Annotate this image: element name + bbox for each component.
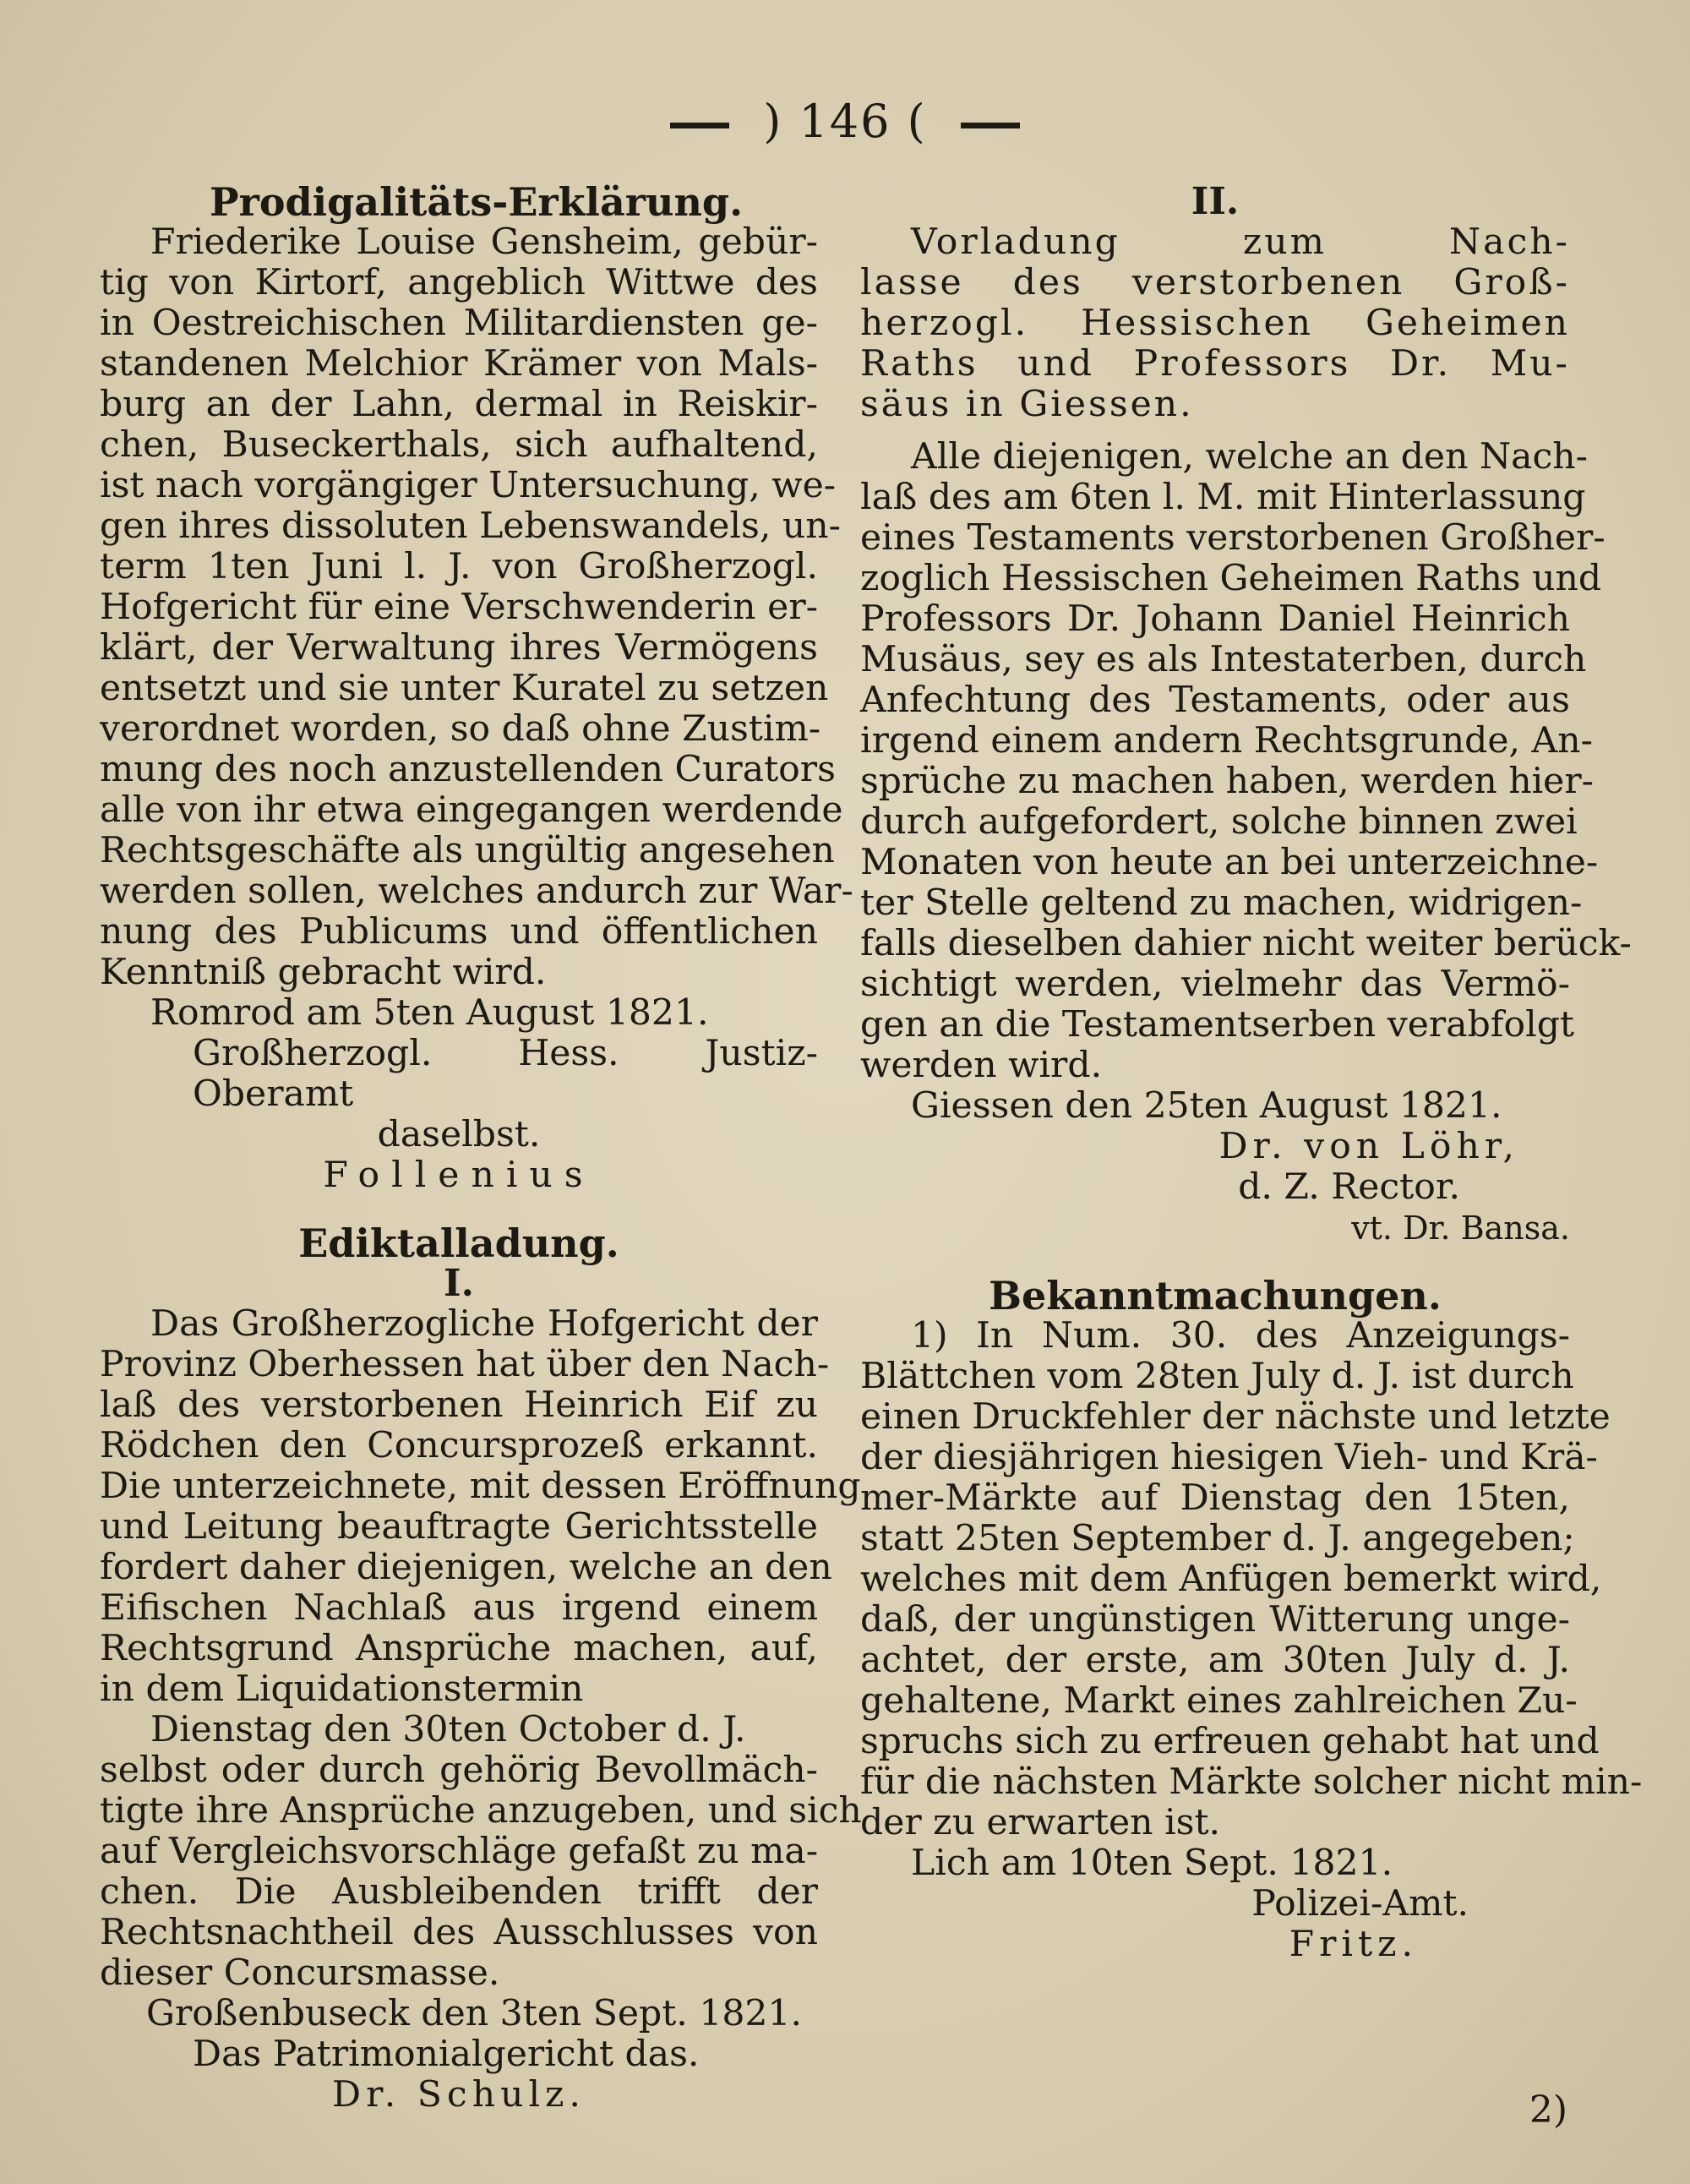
text-line: sichtigt werden, vielmehr das Vermö- xyxy=(860,964,1570,1005)
text-line: irgend einem andern Rechtsgrunde, An- xyxy=(860,720,1593,762)
text-line: Rechtsgeschäfte als ungültig angesehen xyxy=(100,830,835,871)
left-column xyxy=(100,179,862,2116)
text-line: in dem Liquidationstermin xyxy=(100,1668,584,1710)
text-line: selbst oder durch gehörig Bevollmäch- xyxy=(100,1750,818,1791)
text-line: chen. Die Ausbleibenden trifft der xyxy=(100,1871,818,1913)
text-line: Rechtsnachtheil des Ausschlusses von xyxy=(100,1912,818,1953)
text-line: achtet, der erste, am 30ten July d. J. xyxy=(860,1640,1570,1681)
title-line: lasse des verstorbenen Groß- xyxy=(860,262,1570,303)
announcements-body xyxy=(860,1315,1643,1843)
summons-number: II. xyxy=(1191,180,1240,223)
text-line: tigte ihre Ansprüche anzugeben, und sich xyxy=(100,1790,862,1832)
summons-signature-title: d. Z. Rector. xyxy=(1238,1166,1460,1208)
text-line: tig von Kirtorf, angeblich Wittwe des xyxy=(100,262,818,303)
edict-signature: Dr. Schulz. xyxy=(332,2074,586,2116)
text-line: welches mit dem Anfügen bemerkt wird, xyxy=(860,1559,1602,1600)
text-line: Das Großherzogliche Hofgericht der xyxy=(150,1303,818,1345)
text-line: auf Vergleichsvorschläge gefaßt zu ma- xyxy=(100,1831,819,1872)
text-line: Eifischen Nachlaß aus irgend einem xyxy=(100,1587,818,1629)
text-line: verordnet worden, so daß ohne Zustim- xyxy=(100,708,821,750)
header-rule-right xyxy=(961,123,1020,128)
text-line: chen, Buseckerthals, sich aufhaltend, xyxy=(100,424,818,466)
title-line: Raths und Professors Dr. Mu- xyxy=(860,343,1570,385)
text-line: Die unterzeichnete, mit dessen Eröffnung xyxy=(100,1466,861,1507)
text-line: laß des am 6ten l. M. mit Hinterlassung xyxy=(860,477,1586,518)
text-line: der diesjährigen hiesigen Vieh- und Krä- xyxy=(860,1437,1598,1478)
text-line: nung des Publicums und öffentlichen xyxy=(100,911,818,953)
text-line: der zu erwarten ist. xyxy=(860,1802,1221,1843)
announcements-place-date: Lich am 10ten Sept. 1821. xyxy=(911,1843,1393,1884)
text-line: klärt, der Verwaltung ihres Vermögens xyxy=(100,627,818,669)
text-line: und Leitung beauftragte Gerichtsstelle xyxy=(100,1506,818,1548)
text-line: für die nächsten Märkte solcher nicht min- xyxy=(860,1761,1643,1803)
text-line: mer-Märkte auf Dienstag den 15ten, xyxy=(860,1477,1570,1519)
text-line: durch aufgefordert, solche binnen zwei xyxy=(860,801,1578,843)
text-line: term 1ten Juni l. J. von Großherzogl. xyxy=(100,546,818,587)
text-line: gen an die Testamentserben verabfolgt xyxy=(860,1004,1574,1046)
prodigality-place-date: Romrod am 5ten August 1821. xyxy=(150,992,709,1034)
text-line: gehaltene, Markt eines zahlreichen Zu- xyxy=(860,1680,1578,1722)
edict-title: Ediktalladung. xyxy=(298,1220,619,1266)
prodigality-signature: Follenius xyxy=(323,1155,595,1196)
title-line: herzogl. Hessischen Geheimen xyxy=(860,303,1570,344)
text-line: einen Druckfehler der nächste und letzte xyxy=(860,1396,1611,1438)
text-line: dieser Concursmasse. xyxy=(100,1952,500,1994)
edict-body-2 xyxy=(100,1750,862,1994)
text-line: Musäus, sey es als Intestaterben, durch xyxy=(860,639,1587,680)
announcements-title: Bekanntmachungen. xyxy=(989,1273,1442,1319)
text-line: Rödchen den Concursprozeß erkannt. xyxy=(100,1425,818,1466)
announcements-signature: Fritz. xyxy=(1289,1924,1418,1965)
text-line: fordert daher diejenigen, welche an den xyxy=(100,1547,832,1588)
text-line: eines Testaments verstorbenen Großher- xyxy=(860,517,1606,559)
text-line: Provinz Oberhessen hat über den Nach- xyxy=(100,1344,830,1385)
text-line: zoglich Hessischen Geheimen Raths und xyxy=(860,558,1602,599)
summons-body xyxy=(860,436,1632,1086)
text-line: 1) In Num. 30. des Anzeigungs- xyxy=(911,1315,1570,1357)
text-line: Alle diejenigen, welche an den Nach- xyxy=(911,436,1589,478)
text-line: sprüche zu machen haben, werden hier- xyxy=(860,761,1594,802)
text-line: daß, der ungünstigen Witterung unge- xyxy=(860,1599,1570,1641)
text-line: burg an der Lahn, dermal in Reiskir- xyxy=(100,384,818,425)
announcements-authority: Polizei-Amt. xyxy=(1251,1883,1469,1925)
text-line: Hofgericht für eine Verschwenderin er- xyxy=(100,587,818,628)
page-number: ) 146 ( xyxy=(763,95,927,148)
title-line: säus in Giessen. xyxy=(860,384,1194,425)
edict-body xyxy=(100,1303,861,1710)
summons-countersignature: vt. Dr. Bansa. xyxy=(1351,1209,1570,1247)
text-line: gen ihres dissoluten Lebenswandels, un- xyxy=(100,505,841,547)
text-line: Kenntniß gebracht wird. xyxy=(100,952,547,993)
text-line: in Oestreichischen Militardiensten ge- xyxy=(100,303,818,344)
text-line: falls dieselben dahier nicht weiter berück- xyxy=(860,923,1632,964)
text-line: Monaten von heute an bei unterzeichne- xyxy=(860,842,1599,883)
edict-authority: Das Patrimonialgericht das. xyxy=(193,2034,700,2075)
edict-place-date: Großenbuseck den 3ten Sept. 1821. xyxy=(146,1993,802,2034)
right-column xyxy=(860,180,1643,1965)
edict-number: I. xyxy=(444,1262,474,1305)
text-line: standenen Melchior Krämer von Mals- xyxy=(100,343,818,385)
title-line: Vorladung zum Nach- xyxy=(911,221,1570,263)
catchword: 2) xyxy=(1529,2088,1567,2132)
header-rule-left xyxy=(670,123,729,128)
text-line: werden sollen, welches andurch zur War- xyxy=(100,871,853,912)
text-line: statt 25ten September d. J. angegeben; xyxy=(860,1518,1575,1559)
summons-signature: Dr. von Löhr, xyxy=(1218,1126,1519,1167)
prodigality-authority-2: daselbst. xyxy=(377,1114,541,1155)
text-line: entsetzt und sie unter Kuratel zu setzen xyxy=(100,668,829,709)
page-header xyxy=(0,95,1690,148)
prodigality-body xyxy=(100,221,853,993)
text-line: werden wird. xyxy=(860,1045,1103,1086)
text-line: Anfechtung des Testaments, oder aus xyxy=(860,680,1570,721)
text-line: alle von ihr etwa eingegangen werdende xyxy=(100,789,843,831)
summons-title xyxy=(860,222,1570,425)
text-line: Blättchen vom 28ten July d. J. ist durch xyxy=(860,1356,1574,1397)
text-line: ist nach vorgängiger Untersuchung, we- xyxy=(100,465,837,506)
text-line: mung des noch anzustellenden Curators xyxy=(100,749,836,790)
edict-term-date: Dienstag den 30ten October d. J. xyxy=(150,1709,746,1750)
text-line: Professors Dr. Johann Daniel Heinrich xyxy=(860,598,1570,640)
text-line: Friederike Louise Gensheim, gebür- xyxy=(150,221,818,263)
text-line: ter Stelle geltend zu machen, widrigen- xyxy=(860,882,1583,924)
summons-place-date: Giessen den 25ten August 1821. xyxy=(911,1085,1502,1127)
prodigality-authority: Großherzogl. Hess. Justiz-Oberamt xyxy=(193,1033,818,1115)
text-line: laß des verstorbenen Heinrich Eif zu xyxy=(100,1384,818,1426)
prodigality-title: Prodigalitäts-Erklärung. xyxy=(210,179,744,225)
text-line: Rechtsgrund Ansprüche machen, auf, xyxy=(100,1628,818,1669)
text-line: spruchs sich zu erfreuen gehabt hat und xyxy=(860,1721,1600,1762)
